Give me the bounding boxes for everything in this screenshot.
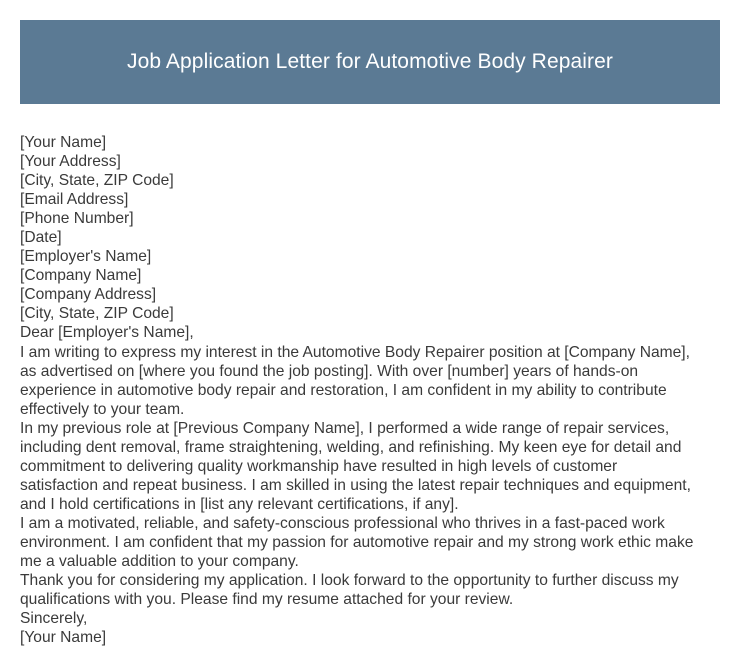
sender-address: [Your Address]: [20, 153, 121, 171]
paragraph-line: as advertised on [where you found the job posting]. With over [number] years of hands-on: [20, 362, 639, 380]
sender-block: [20, 133, 720, 247]
sender-email: [Email Address]: [20, 191, 129, 209]
paragraph-line: including dent removal, frame straightening, welding, and refinishing. My keen eye for detail and: [20, 438, 682, 456]
paragraph-qualities: [20, 514, 720, 571]
company-name: [Company Name]: [20, 267, 142, 285]
paragraph-line: I am a motivated, reliable, and safety-conscious professional who thrives in a fast-paced work: [20, 514, 665, 532]
paragraph-thanks: [20, 571, 720, 609]
paragraph-experience: [20, 419, 720, 514]
paragraph-line: commitment to delivering quality workmanship have resulted in high levels of customer: [20, 457, 618, 475]
signature-name: [Your Name]: [20, 629, 107, 647]
paragraph-line: environment. I am confident that my passion for automotive repair and my strong work ethic make: [20, 533, 694, 551]
sender-name: [Your Name]: [20, 134, 107, 151]
company-city-state-zip: [City, State, ZIP Code]: [20, 305, 174, 323]
letter-body: [20, 133, 720, 647]
paragraph-line: I am writing to express my interest in the Automotive Body Repairer position at [Company Name],: [20, 343, 690, 361]
company-address: [Company Address]: [20, 286, 157, 304]
paragraph-line: and I hold certifications in [list any relevant certifications, if any].: [20, 495, 459, 513]
employer-name: [Employer's Name]: [20, 248, 152, 266]
recipient-block: [20, 247, 720, 323]
title-banner: [20, 20, 720, 104]
paragraph-intro: [20, 343, 720, 419]
closing: Sincerely,: [20, 610, 88, 628]
paragraph-line: effectively to your team.: [20, 400, 185, 418]
paragraph-line: In my previous role at [Previous Company Name], I performed a wide range of repair services,: [20, 419, 670, 437]
page-title: Job Application Letter for Automotive Body Repairer: [126, 50, 614, 73]
sender-phone: [Phone Number]: [20, 210, 134, 228]
paragraph-line: me a valuable addition to your company.: [20, 553, 299, 571]
paragraph-line: Thank you for considering my application. I look forward to the opportunity to further discuss my: [20, 572, 679, 590]
paragraph-line: qualifications with you. Please find my resume attached for your review.: [20, 591, 514, 609]
salutation: Dear [Employer's Name],: [20, 324, 194, 342]
letter-date: [Date]: [20, 229, 62, 247]
paragraph-line: satisfaction and repeat business. I am skilled in using the latest repair techniques and equipment,: [20, 476, 691, 494]
paragraph-line: experience in automotive body repair and restoration, I am confident in my ability to contribute: [20, 381, 667, 399]
sender-city-state-zip: [City, State, ZIP Code]: [20, 172, 174, 190]
